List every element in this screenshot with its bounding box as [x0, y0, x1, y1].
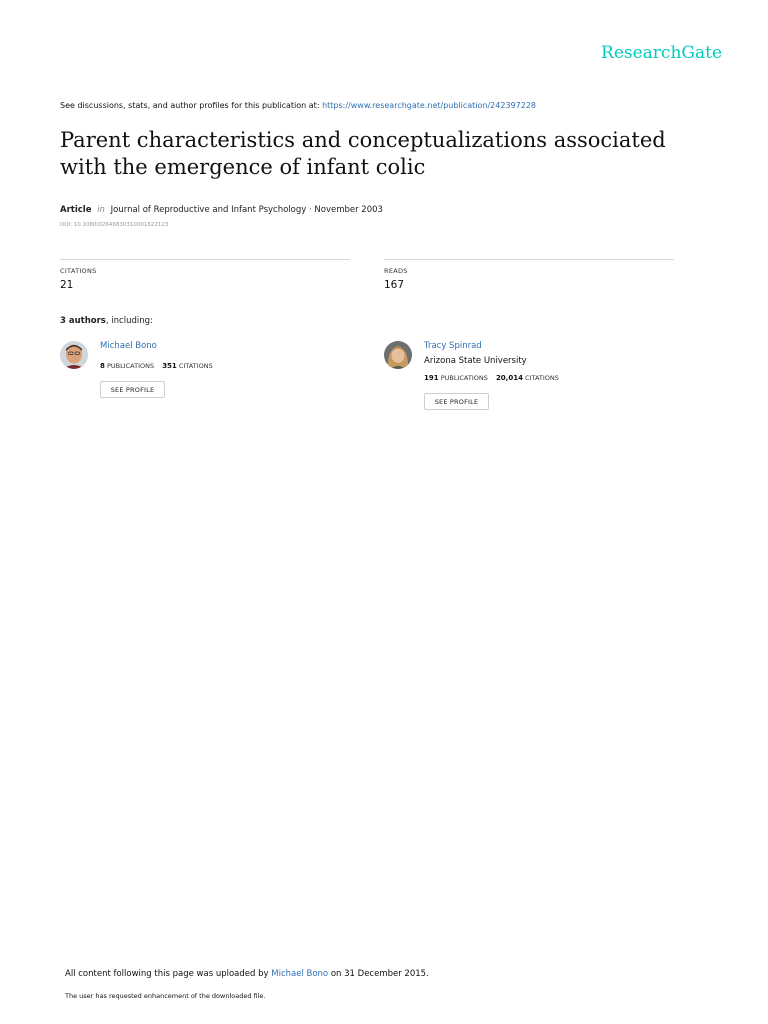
publications-label: PUBLICATIONS: [106, 362, 155, 370]
citations-label: CITATIONS: [525, 374, 559, 382]
publications-count: 8: [100, 362, 105, 370]
citations-count: 351: [162, 362, 177, 370]
upload-prefix: All content following this page was uploaded by: [65, 969, 272, 979]
author-stats: [424, 374, 559, 382]
authors-count: 3 authors: [60, 316, 106, 326]
author-name-link[interactable]: Michael Bono: [100, 341, 157, 351]
in-word: in: [97, 205, 105, 215]
researchgate-logo[interactable]: ResearchGate: [601, 43, 722, 63]
citations-label: CITATIONS: [60, 267, 97, 275]
journal-and-date: Journal of Reproductive and Infant Psychology · November 2003: [110, 205, 383, 215]
citations-divider: [60, 259, 350, 260]
author-name-link[interactable]: Tracy Spinrad: [424, 341, 482, 351]
article-title: Parent characteristics and conceptualizations associated with the emergence of infant colic: [60, 128, 666, 179]
citations-count: 20,014: [495, 374, 523, 382]
see-profile-button[interactable]: SEE PROFILE: [424, 393, 489, 410]
reads-divider: [384, 259, 674, 260]
author-avatar-tracy-spinrad[interactable]: [384, 341, 412, 369]
citations-label: CITATIONS: [178, 362, 213, 370]
authors-heading: [60, 316, 153, 326]
avatar-photo-icon: [384, 341, 412, 369]
reads-label: READS: [384, 267, 408, 275]
authors-suffix: , including:: [105, 316, 153, 326]
publications-label: PUBLICATIONS: [440, 374, 488, 382]
doi-text: DOI: 10.1080/02646830310001622123: [60, 222, 169, 228]
author-affiliation: Arizona State University: [424, 356, 527, 366]
article-meta: [60, 205, 383, 215]
article-type: Article: [60, 205, 92, 215]
publication-url-link[interactable]: https://www.researchgate.net/publication/242397228: [322, 101, 536, 110]
publications-count: 191: [424, 374, 439, 382]
uploader-link[interactable]: Michael Bono: [271, 969, 329, 979]
upload-notice: [65, 969, 429, 979]
avatar-photo-icon: [60, 341, 88, 369]
author-stats: [100, 362, 213, 370]
author-avatar-michael-bono[interactable]: [60, 341, 88, 369]
enhancement-notice: The user has requested enhancement of the downloaded file.: [65, 992, 266, 1000]
reads-value: 167: [384, 279, 405, 291]
discussion-prefix: See discussions, stats, and author profiles for this publication at:: [60, 101, 323, 110]
see-profile-button[interactable]: SEE PROFILE: [100, 381, 165, 398]
citations-value: 21: [60, 279, 74, 291]
upload-suffix: on 31 December 2015.: [328, 969, 429, 979]
discussion-notice: [60, 101, 536, 110]
